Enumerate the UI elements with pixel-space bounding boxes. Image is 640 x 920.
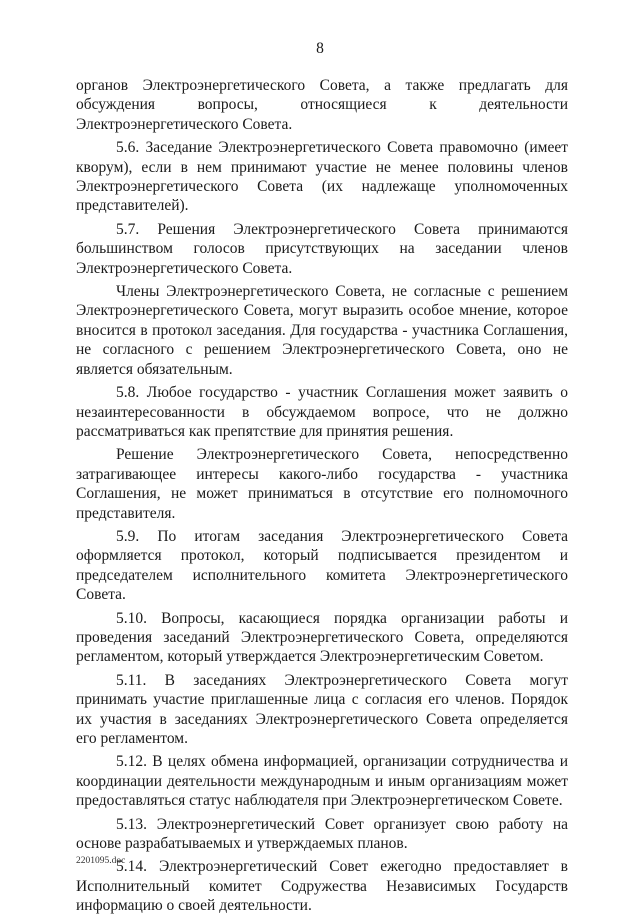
paragraph-5-13: 5.13. Электроэнергетический Совет организует свою работу на основе разрабатываемых и утверждаемых планов. bbox=[76, 815, 568, 853]
paragraph-5-6: 5.6. Заседание Электроэнергетического Совета правомочно (имеет кворум), если в нем принимают участие не менее половины членов Электроэнергетического Совета (их надлежаще уполномоченных представителей). bbox=[76, 139, 568, 215]
footer-filename: 2201095.doc bbox=[76, 856, 126, 866]
document-body bbox=[76, 76, 568, 920]
paragraph-5-7: 5.7. Решения Электроэнергетического Совета принимаются большинством голосов присутствующих на заседании членов Электроэнергетического Совета. bbox=[76, 220, 568, 277]
paragraph-continuation: органов Электроэнергетического Совета, а также предлагать для обсуждения вопросы, относящиеся к деятельности Электроэнергетического Совета. bbox=[76, 77, 568, 133]
paragraph-5-8-decision: Решение Электроэнергетического Совета, непосредственно затрагивающее интересы какого-либо государства - участника Соглашения, не может приниматься в отсутствие его полномочного представителя. bbox=[76, 446, 568, 522]
paragraph-5-11: 5.11. В заседаниях Электроэнергетического Совета могут принимать участие приглашенные лица с согласия его членов. Порядок их участия в заседаниях Электроэнергетического Совета определяется его регламентом. bbox=[76, 671, 568, 747]
paragraph-5-9: 5.9. По итогам заседания Электроэнергетического Совета оформляется протокол, который подписывается президентом и председателем исполнительного комитета Электроэнергетического Совета. bbox=[76, 527, 568, 604]
paragraph-5-10: 5.10. Вопросы, касающиеся порядка организации работы и проведения заседаний Электроэнергетического Совета, определяются регламентом, который утверждается Электроэнергетическим Советом. bbox=[76, 609, 568, 666]
paragraph-5-8: 5.8. Любое государство - участник Соглашения может заявить о незаинтересованности в обсуждаемом вопросе, что не должно рассматриваться как препятствие для принятия решения. bbox=[76, 384, 568, 440]
paragraph-5-12: 5.12. В целях обмена информацией, организации сотрудничества и координации деятельности международным и иным организациям может предоставляться статус наблюдателя при Электроэнергетическом Совете. bbox=[76, 753, 568, 810]
paragraph-5-7-dissent: Члены Электроэнергетического Совета, не согласные с решением Электроэнергетического Совета, могут выразить особое мнение, которое вносится в протокол заседания. Для государства - участника Соглашения, не согласного с решением Электроэнергетического Совета, оно не является обязательным. bbox=[76, 283, 568, 378]
paragraph-5-14: 5.14. Электроэнергетический Совет ежегодно предоставляет в Исполнительный комитет Содружества Независимых Государств информацию о своей деятельности. bbox=[76, 858, 568, 915]
page-number: 8 bbox=[316, 40, 324, 57]
